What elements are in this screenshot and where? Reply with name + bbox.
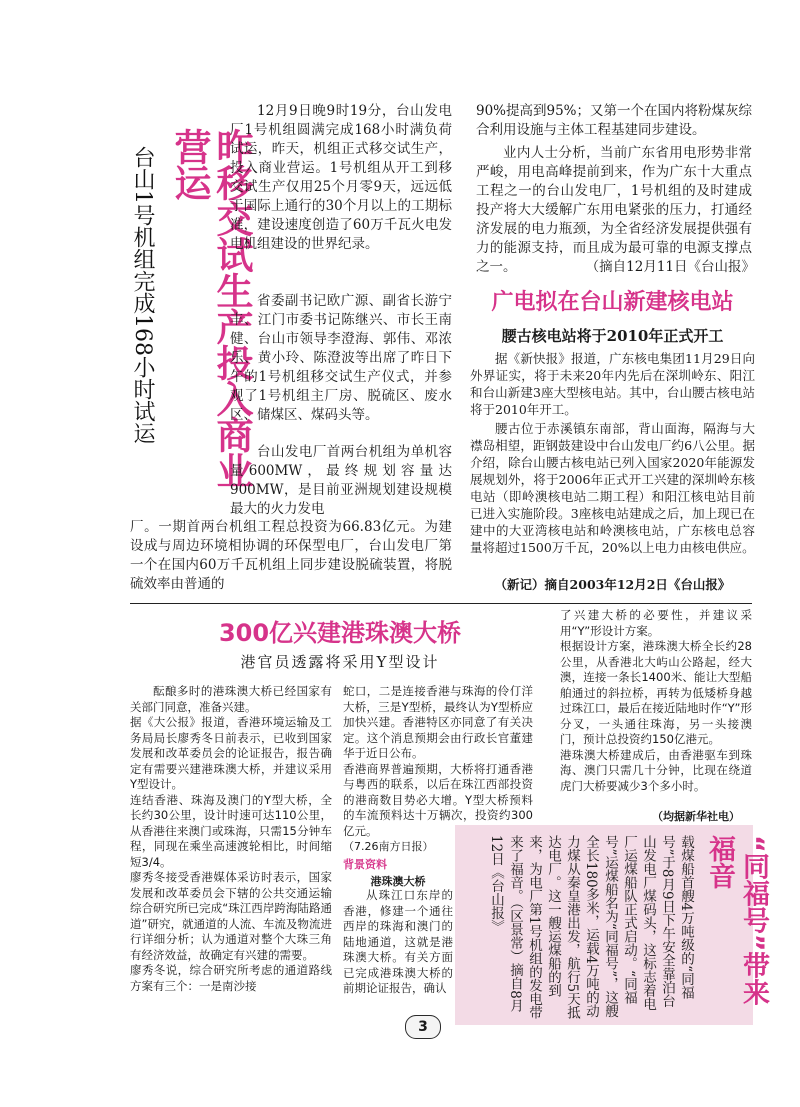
background-info-title: 港珠澳大桥: [370, 875, 426, 888]
article1-paragraph-3a: 台山发电厂首两台机组为单机容量600MW，最终规划容量达900MW，是目前亚洲规划建设规模最大的火力发电: [230, 444, 452, 517]
background-info-label: 背景资料: [343, 858, 387, 871]
article3-column-2a-date: （7.26南方日报）: [343, 840, 434, 853]
article2-paragraph-1: 据《新快报》报道，广东核电集团11月29日向外界证实，将于未来20年内先后在深圳岭东、阳江和台山新建3座大型核电站。其中，台山腰古核电站将于2010年开工。: [470, 351, 755, 417]
page-number-badge: [405, 1015, 441, 1039]
article1-subheadline: 台山1号机组完成168小时试运: [130, 146, 155, 444]
article1-paragraph-4: 业内人士分析，当前广东省用电形势非常严峻，用电高峰提前到来，作为广东十大重点工程之一的台山发电厂，1号机组的及时建成投产将大大缓解广东用电紧张的压力，打通经济发展的电力瓶颈，为全省经济发展提供强有力的能源支持，而且成为最可靠的电源支撑点之一。: [476, 145, 752, 275]
article1-paragraph-3b: 厂。一期首两台机组工程总投资为66.83亿元。为建设成与周边环境相协调的环保型电厂，台山发电厂第一个在国内60万千瓦机组上同步建设脱硫装置，将脱硫效率由普通的: [130, 519, 452, 592]
article4-body: 载煤船首艘4万吨级的“同福号”于8月9日下午安全靠泊台山发电厂煤码头，这标志着电厂运煤船队正式启动。“同福号”运煤船名为“同福号”，这艘全长180多米，运载4万吨的动力煤从秦皇港出发，航行5天抵达电厂。这一艘运煤船的到来，为电厂第1号机组的发电带来了福音。（区景常）摘自8月12日《台山报》: [488, 835, 694, 1020]
article2-headline: 广电拟在台山新建核电站: [491, 290, 734, 315]
section-divider: [130, 603, 752, 604]
article1-paragraph-1: 12月9日晚9时19分，台山发电厂1号机组圆满完成168小时满负荷试运，昨天，机组正式移交试生产，投入商业营运。1号机组从开工到移交试生产仅用25个月零9天，远远低于国际上通行的30个月以上的工期标准，建设速度创造了60万千瓦火电发电机组建设的世界纪录。: [230, 103, 452, 252]
article3-headline: 300亿兴建港珠澳大桥: [218, 619, 462, 647]
article2-paragraph-2: 腰古位于赤溪镇东南部，背山面海，隔海与大襟岛相望，距钢鼓建设中台山发电厂约6八公里。据介绍，除台山腰古核电站已列入国家2020年能源发展规划外，将于2006年正式开工兴建的深圳岭东核电站（即岭澳核电站二期工程）和阳江核电站目前已进入实施阶段。3座核电站建成之后，加上现已在建中的大亚湾核电站和岭澳核电站，广东核电总容量将超过1500万千瓦，20%以上电力由核电供应。: [470, 421, 755, 555]
article1-paragraph-3c: 90%提高到95%；又第一个在国内将粉煤灰综合利用设施与主体工程基建同步建设。: [476, 103, 753, 138]
article3-column-2b: 从珠江口东岸的香港，修建一个通往西岸的珠海和澳门的陆地通道，这就是港珠澳大桥。有关方面已完成港珠澳大桥的前期论证报告，确认: [343, 888, 453, 995]
article3-subheadline: 港官员透露将采用Y型设计: [240, 653, 440, 671]
article1-source: （摘自12月11日《台山报》: [585, 259, 755, 275]
article2-source: （新记）摘自2003年12月2日《台山报》: [494, 577, 731, 592]
article1-paragraph-2: 省委副书记欧广源、副省长游宁丰、江门市委书记陈继兴、市长王南健、台山市领导李澄海、郭伟、邓浓乐、黄小玲、陈澄波等出席了昨日下午的1号机组移交试生产仪式，并参观了1号机组主厂房、脱硫区、废水区、储煤区、煤码头等。: [230, 293, 452, 423]
article1-headline: 昨移交试生产投入商业营运: [168, 128, 253, 488]
article4-headline: “同福号”带来福音: [704, 835, 769, 1006]
article3-column-3-source: （均据新华社电）: [652, 810, 740, 823]
article3-column-1: 酝酿多时的港珠澳大桥已经国家有关部门同意，准备兴建。 据《大公报》报道，香港环境运输及工务局局长廖秀冬日前表示，已收到国家发展和改革委员会的论证报告，报告确定有需要兴建港珠澳大桥，并建议采用Y型设计。 连结香港、珠海及澳门的Y型大桥，全长约30公里，设计时速可达110公里，从香港往来澳门或珠海，只需15分钟车程，同现在乘坐高速渡轮相比，时间缩短3/4。 廖秀冬接受香港媒体采访时表示，国家发展和改革委员会下辖的公共交通运输综合研究所已完成“珠江西岸跨海陆路通道”研究，就通道的人流、车流及物流进行详细分析；认为通道对整个大珠三角有经济效益，故确定有兴建的需要。 廖秀冬说，综合研究所考虑的通道路线方案有三个：一是南沙接: [130, 684, 332, 993]
article3-column-2a: 蛇口，二是连接香港与珠海的伶仃洋大桥，三是Y型桥，最终认为Y型桥应加快兴建。香港特区亦同意了有关决定。这个消息预期会由行政长官董建华于近日公布。 香港商界普遍预期，大桥将打通香港与粤西的联系，以后在珠江西部投资的港商数目势必大增。Y型大桥预料的车流预料达十万辆次，投资约300亿元。: [343, 684, 533, 838]
article2-subheadline: 腰古核电站将于2010年正式开工: [501, 327, 724, 345]
page-number: 3: [418, 1019, 428, 1035]
article3-column-3: 了兴建大桥的必要性，并建议采用“Y”形设计方案。 根据设计方案，港珠澳大桥全长约28公里，从香港北大屿山公路起，经大澳，连接一条长1400米、能让大型船舶通过的斜拉桥，再转为低矮桥身越过珠江口，最后在接近陆地时作“Y”形分叉，一头通往珠海，另一头接澳门，预计总投资约150亿港元。 港珠澳大桥建成后，由香港驱车到珠海、澳门只需几十分钟，比现在绕道虎门大桥要减少3个多小时。: [560, 608, 752, 793]
